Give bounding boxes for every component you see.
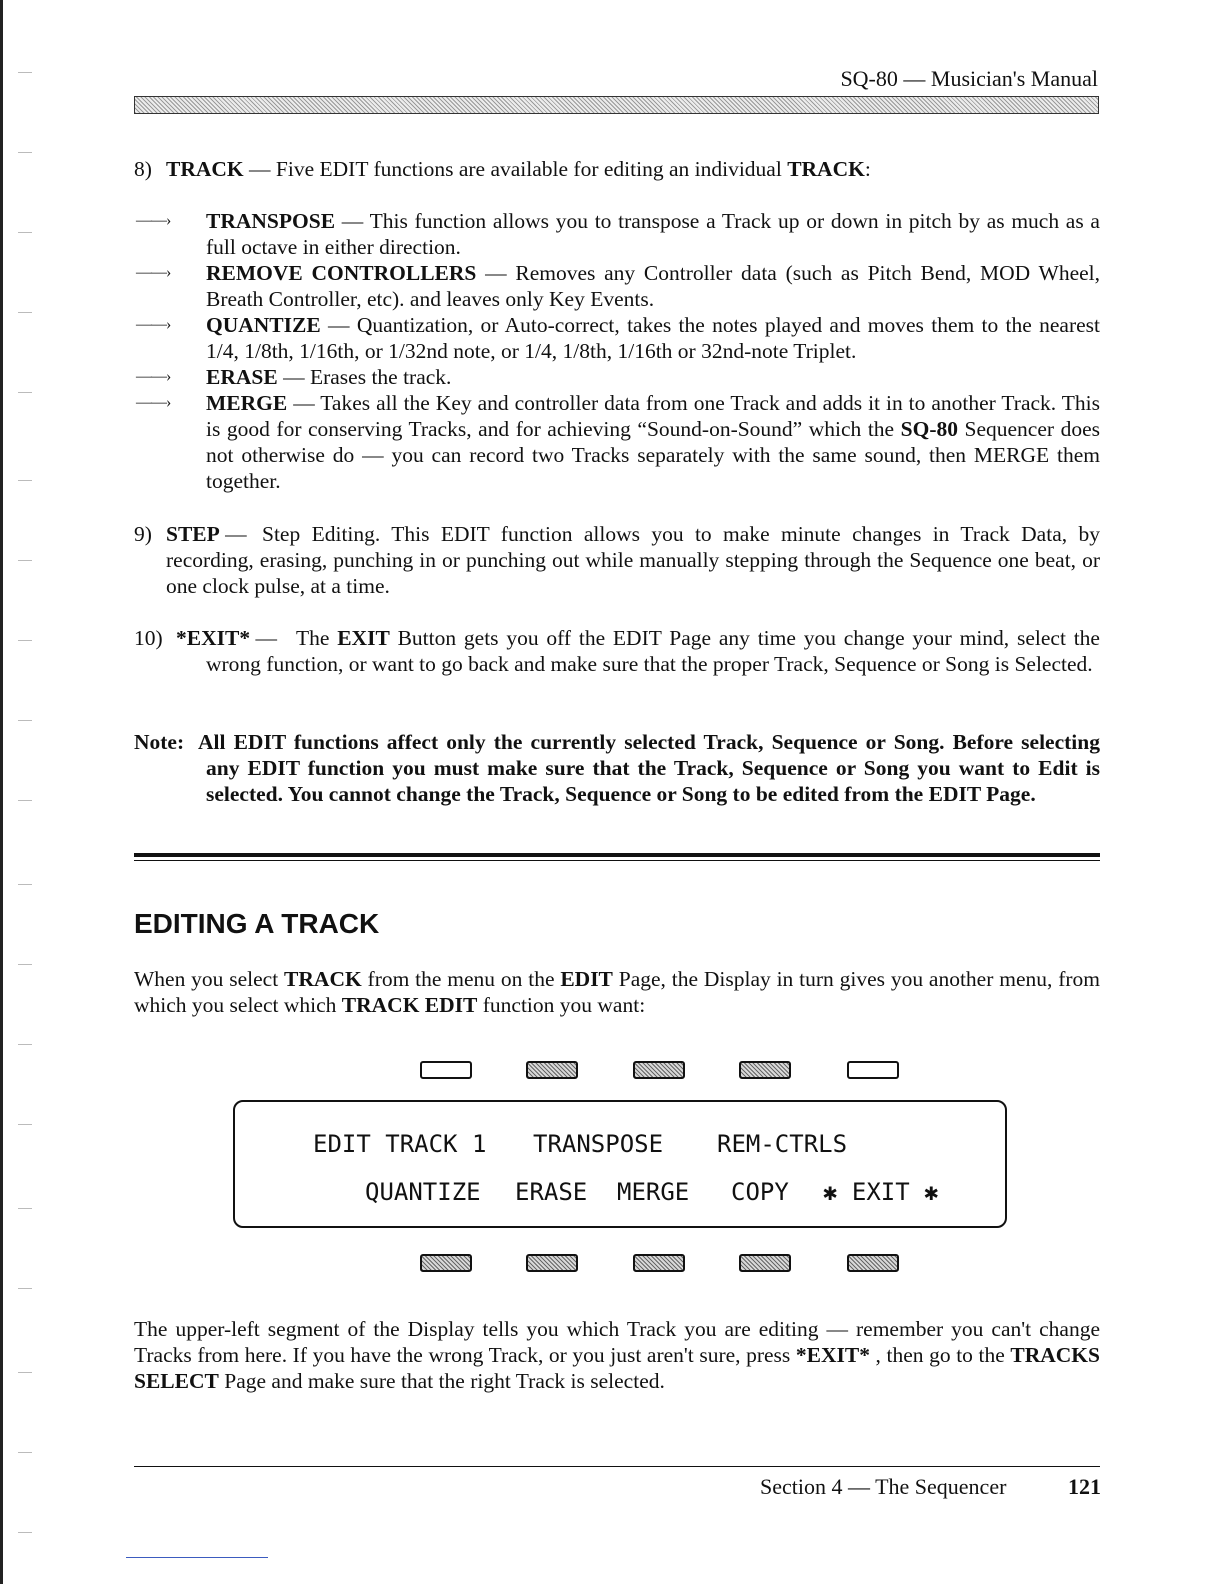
footer-rule: [134, 1466, 1100, 1467]
intro-text: function you want:: [477, 993, 646, 1017]
note-text: All EDIT functions affect only the currently selected Track, Sequence or Song. Before selecting any EDIT function you must make sure that the Track, Sequence or Song you want to Edit is selected. You cannot change the Track, Sequence or Song to be edited from the EDIT Page.: [198, 730, 1100, 806]
lcd-option: MERGE: [617, 1178, 690, 1206]
soft-button-top: [420, 1061, 472, 1079]
margin-tick: [18, 312, 32, 313]
arrow-marker: ——›: [136, 316, 171, 333]
intro-bold: TRACK EDIT: [341, 993, 478, 1017]
function-merge: MERGE — Takes all the Key and controller data from one Track and adds it in to another Track. This is good for conserving Tracks, and for achieving “Sound-on-Sound” which the SQ-80 Sequencer does not otherwise do — you can record two Tracks separately with the same sound, then MERGE them together.: [206, 391, 1100, 493]
function-desc: This function allows you to transpose a Track up or down in pitch by as much as a full octave in either direction.: [206, 209, 1100, 259]
soft-button-top: [847, 1061, 899, 1079]
function-quantize: QUANTIZE — Quantization, or Auto-correct, takes the notes played and moves them to the nearest 1/4, 1/8th, 1/16th, or 1/32nd note, or 1/4, 1/8th, 1/16th or 32nd-note Triplet.: [206, 313, 1100, 363]
function-name: QUANTIZE: [206, 313, 321, 337]
lcd-track-label: EDIT TRACK 1: [313, 1130, 487, 1158]
margin-tick: [18, 480, 32, 481]
item-body: Five EDIT functions are available for editing an individual: [275, 157, 788, 181]
function-desc: Erases the track.: [309, 365, 452, 389]
margin-tick: [18, 1124, 32, 1125]
scan-artifact-line: [126, 1557, 268, 1558]
product-name: SQ-80: [900, 417, 958, 441]
margin-tick: [18, 560, 32, 561]
footer-section: Section 4 — The Sequencer: [760, 1474, 1007, 1499]
item-10-head: *EXIT* —: [176, 626, 277, 650]
margin-tick: [18, 800, 32, 801]
lcd-option: REM-CTRLS: [717, 1130, 848, 1158]
section-rule: [134, 853, 1100, 857]
function-desc: Takes all the Key and controller data from one Track and adds it in to another Track. This is good for conserving Tracks, and for achieving “Sound-on-Sound” which the: [206, 391, 1100, 441]
item-number: 9): [134, 522, 152, 546]
closing-text: , then go to the: [869, 1343, 1011, 1367]
margin-tick: [18, 1452, 32, 1453]
lcd-exit: ✱ EXIT ✱: [823, 1178, 939, 1206]
margin-tick: [18, 232, 32, 233]
margin-tick: [18, 1208, 32, 1209]
lcd-option: TRANSPOSE: [533, 1130, 664, 1158]
margin-tick: [18, 392, 32, 393]
margin-tick: [18, 72, 32, 73]
running-header: SQ-80 — Musician's Manual: [840, 66, 1098, 91]
margin-tick: [18, 884, 32, 885]
separator: —: [243, 157, 276, 181]
function-erase: ERASE — Erases the track.: [206, 365, 452, 389]
binding-edge: [0, 0, 3, 1584]
soft-button-top: [739, 1061, 791, 1079]
item-8-text: [166, 156, 1100, 182]
function-name: ERASE: [206, 365, 278, 389]
function-remove-controllers: REMOVE CONTROLLERS — Removes any Controller data (such as Pitch Bend, MOD Wheel, Breath Controller, etc). and leaves only Key Events.: [206, 261, 1101, 311]
lcd-display: [233, 1100, 1007, 1228]
function-name: TRANSPOSE: [206, 209, 336, 233]
intro-paragraph: [134, 966, 1100, 1018]
item-label: *EXIT*: [176, 626, 251, 650]
item-bold: TRACK: [787, 157, 865, 181]
soft-button-bottom: [847, 1254, 899, 1272]
margin-tick: [18, 1288, 32, 1289]
function-name: MERGE: [206, 391, 288, 415]
punctuation: :: [864, 157, 871, 181]
soft-button-top: [526, 1061, 578, 1079]
intro-bold: TRACK: [284, 967, 362, 991]
closing-text: The upper-left segment of the Display tells you which Track you are editing — remember you can't change Tracks from here. If you have the wrong Track, or you just aren't sure, press: [134, 1317, 1100, 1367]
margin-tick: [18, 964, 32, 965]
item-body: Step Editing. This EDIT function allows you to make minute changes in Track Data, by recording, erasing, punching in or punching out while manually stepping through the Sequence one beat, or one clock pulse, at a time.: [166, 522, 1100, 598]
item-label: TRACK: [166, 157, 244, 181]
item-10-text: [206, 625, 1100, 677]
closing-text: Page and make sure that the right Track is selected.: [218, 1369, 665, 1393]
intro-text: When you select: [134, 967, 285, 991]
margin-tick: [18, 1532, 32, 1533]
item-body: Button gets you off the EDIT Page any time you change your mind, select the wrong function, or want to go back and make sure that the proper Track, Sequence or Song is Selected.: [206, 626, 1100, 676]
item-label: STEP: [166, 522, 220, 546]
item-number: 8): [134, 157, 152, 181]
function-desc: Sequencer does not otherwise do — you can record two Tracks separately with the same sound, then MERGE them together.: [206, 417, 1100, 493]
lcd-option: ERASE: [515, 1178, 588, 1206]
lcd-option: COPY: [731, 1178, 789, 1206]
section-rule: [134, 860, 1100, 861]
item-9-head: STEP —: [166, 522, 247, 546]
lcd-option: QUANTIZE: [365, 1178, 481, 1206]
function-desc: Removes any Controller data (such as Pitch Bend, MOD Wheel, Breath Controller, etc). and leaves only Key Events.: [206, 261, 1101, 311]
section-title: EDITING A TRACK: [134, 908, 380, 939]
header-bar: [134, 96, 1099, 114]
arrow-marker: ——›: [136, 394, 171, 411]
item-9-text: [166, 521, 1100, 599]
soft-button-bottom: [420, 1254, 472, 1272]
intro-bold: EDIT: [560, 967, 613, 991]
closing-paragraph: [134, 1316, 1100, 1394]
soft-button-top: [633, 1061, 685, 1079]
item-number: 10): [134, 626, 163, 650]
margin-tick: [18, 1044, 32, 1045]
item-body: The: [296, 626, 338, 650]
closing-bold: *EXIT*: [795, 1343, 870, 1367]
closing-bold: TRACKS SELECT: [134, 1343, 1100, 1393]
soft-button-bottom: [739, 1254, 791, 1272]
arrow-marker: ——›: [136, 212, 171, 229]
function-desc: Quantization, or Auto-correct, takes the notes played and moves them to the nearest 1/4, 1/8th, 1/16th, or 1/32nd note, or 1/4, 1/8th, 1/16th or 32nd-note Triplet.: [206, 313, 1100, 363]
margin-tick: [18, 152, 32, 153]
note-label: Note:: [134, 730, 185, 754]
margin-tick: [18, 640, 32, 641]
margin-tick: [18, 720, 32, 721]
margin-tick: [18, 1372, 32, 1373]
page-number: 121: [1068, 1474, 1101, 1499]
arrow-marker: ——›: [136, 368, 171, 385]
arrow-marker: ——›: [136, 264, 171, 281]
function-name: REMOVE CONTROLLERS: [206, 261, 477, 285]
soft-button-bottom: [633, 1254, 685, 1272]
intro-text: Page, the Display in turn gives you another menu, from which you select which: [134, 967, 1100, 1017]
soft-button-bottom: [526, 1254, 578, 1272]
intro-text: from the menu on the: [361, 967, 561, 991]
function-transpose: TRANSPOSE — This function allows you to transpose a Track up or down in pitch by as much as a full octave in either direction.: [206, 209, 1100, 259]
item-bold: EXIT: [337, 626, 390, 650]
